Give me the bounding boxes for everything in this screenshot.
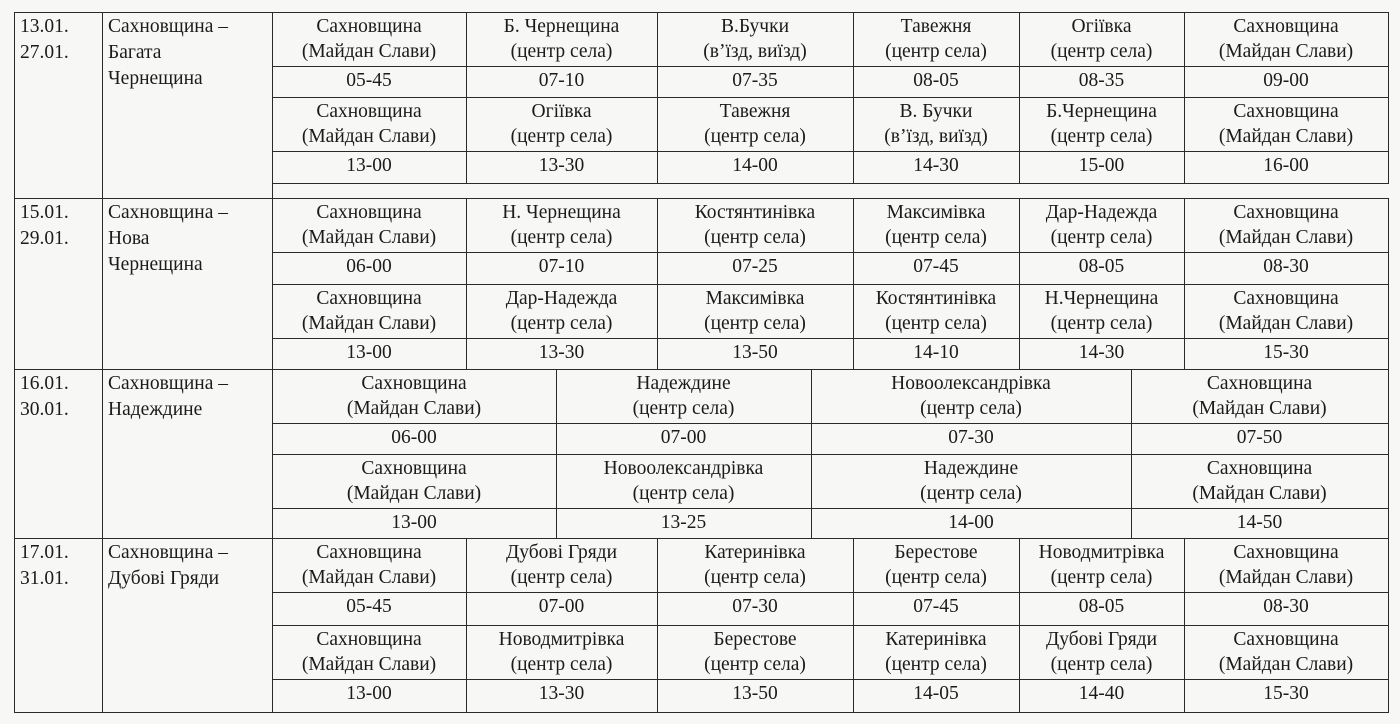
stop-place: (Майдан Слави) [301,126,437,147]
stop-name: Берестове [713,629,797,650]
route-name: Чернещина [108,254,203,275]
stop-name: Берестове [894,542,978,563]
stop-name: Дубові Гряди [1045,629,1158,650]
stop-name: Надеждине [636,373,731,394]
stop-place: (Майдан Слави) [346,483,482,504]
departure-time: 09-00 [1263,70,1309,91]
departure-time: 13-00 [346,683,392,704]
departure-time: 13-30 [538,683,585,704]
stop-name: Максимівка [705,288,805,309]
departure-time: 14-30 [913,155,959,176]
stop-name: Новодмитрівка [1038,542,1165,563]
departure-time: 06-00 [346,256,392,277]
route-name: Сахновщина – [108,373,228,394]
departure-time: 15-00 [1078,155,1125,176]
departure-time: 07-10 [538,256,585,277]
stop-place: (центр села) [920,483,1022,504]
departure-time: 14-00 [732,155,778,176]
stop-name: Тавежня [900,16,972,37]
stop-place: (центр села) [1050,567,1153,588]
stop-name: Новоолександрівка [891,373,1051,394]
stop-place: (Майдан Слави) [1218,227,1354,248]
date-text: 27.01. [20,42,69,63]
departure-time: 13-00 [346,155,392,176]
stop-name: Сахновщина [316,288,422,309]
departure-time: 05-45 [346,70,392,91]
stop-place: (Майдан Слави) [301,313,437,334]
stop-name: Новодмитрівка [498,629,625,650]
stop-name: Новоолександрівка [603,458,764,479]
stop-place: (центр села) [510,313,613,334]
departure-time: 14-30 [1078,342,1125,363]
departure-time: 13-30 [538,155,585,176]
stop-name: Дар-Надежда [1045,202,1158,223]
departure-time: 05-45 [346,596,392,617]
departure-time: 14-40 [1078,683,1125,704]
route-name: Сахновщина – [108,542,228,563]
departure-time: 14-00 [948,512,994,533]
stop-name: Б. Чернещина [503,16,620,37]
departure-time: 08-35 [1078,70,1125,91]
date-text: 31.01. [20,568,69,589]
stop-place: (Майдан Слави) [346,398,482,419]
date-text: 17.01. [20,542,69,563]
stop-place: (центр села) [510,227,613,248]
departure-time: 07-45 [913,596,959,617]
date-text: 15.01. [20,202,69,223]
stop-name: Сахновщина [1233,16,1339,37]
stop-place: (Майдан Слави) [301,567,437,588]
departure-time: 07-30 [948,427,994,448]
stop-name: Надеждине [923,458,1019,479]
route-name: Нова [108,228,150,249]
stop-name: Сахновщина [1206,458,1313,479]
departure-time: 13-00 [346,342,392,363]
stop-place: (центр села) [1050,227,1153,248]
stop-name: Катеринівка [704,542,806,563]
stop-name: В.Бучки [720,16,790,37]
stop-name: Сахновщина [316,629,422,650]
stop-name: Сахновщина [316,101,422,122]
stop-place: (Майдан Слави) [1218,313,1354,334]
stop-place: (центр села) [632,398,735,419]
date-text: 16.01. [20,373,69,394]
route-name: Багата [108,42,162,63]
stop-place: (центр села) [704,126,806,147]
stop-place: (центр села) [632,483,735,504]
stop-place: (Майдан Слави) [301,654,437,675]
stop-name: Катеринівка [885,629,987,650]
route-name: Сахновщина – [108,202,228,223]
departure-time: 06-00 [391,427,437,448]
departure-time: 07-30 [732,596,778,617]
stop-place: (Майдан Слави) [1218,567,1354,588]
stop-name: Сахновщина [361,458,467,479]
stop-place: (центр села) [920,398,1022,419]
departure-time: 14-50 [1236,512,1283,533]
stop-place: (центр села) [704,313,806,334]
stop-place: (центр села) [885,567,987,588]
stop-name: Сахновщина [1233,542,1339,563]
stop-name: В. Бучки [899,101,973,122]
stop-place: (центр села) [510,654,613,675]
stop-name: Тавежня [719,101,791,122]
departure-time: 16-00 [1263,155,1309,176]
stop-name: Н.Чернещина [1044,288,1159,309]
stop-name: Дубові Гряди [505,542,618,563]
stop-place: (центр села) [1050,654,1153,675]
departure-time: 08-05 [1078,596,1125,617]
departure-time: 07-45 [913,256,959,277]
stop-place: (Майдан Слави) [1218,126,1354,147]
stop-name: Сахновщина [316,202,422,223]
route-name: Сахновщина – [108,16,228,37]
stop-place: (центр села) [1050,313,1153,334]
date-text: 13.01. [20,16,69,37]
stop-place: (Майдан Слави) [1218,654,1354,675]
stop-place: (Майдан Слави) [1218,41,1354,62]
departure-time: 07-00 [660,427,707,448]
stop-place: (центр села) [510,126,613,147]
departure-time: 13-00 [391,512,437,533]
departure-time: 13-50 [732,342,778,363]
stop-place: (центр села) [885,41,987,62]
stop-name: Огіївка [1071,16,1132,37]
stop-place: (центр села) [704,567,806,588]
date-text: 30.01. [20,399,69,420]
departure-time: 07-10 [538,70,585,91]
departure-time: 14-10 [913,342,959,363]
stop-name: Сахновщина [1233,629,1339,650]
stop-name: Максимівка [886,202,986,223]
departure-time: 13-50 [732,683,778,704]
stop-name: Дар-Надежда [505,288,618,309]
departure-time: 13-25 [660,512,707,533]
departure-time: 13-30 [538,342,585,363]
departure-time: 15-30 [1263,683,1309,704]
departure-time: 14-05 [913,683,959,704]
departure-time: 07-25 [732,256,778,277]
stop-name: Сахновщина [1233,101,1339,122]
stop-place: (центр села) [1050,126,1153,147]
stop-place: (Майдан Слави) [1192,483,1327,504]
departure-time: 15-30 [1263,342,1309,363]
stop-place: (центр села) [885,313,987,334]
departure-time: 08-05 [913,70,959,91]
stop-name: Н. Чернещина [502,202,621,223]
route-name: Дубові Гряди [108,568,220,589]
stop-place: (центр села) [704,227,806,248]
departure-time: 08-30 [1263,596,1309,617]
departure-time: 08-05 [1078,256,1125,277]
stop-place: (центр села) [885,227,987,248]
stop-name: Костянтинівка [875,288,997,309]
stop-place: (в’їзд, виїзд) [884,126,988,147]
stop-place: (в’їзд, виїзд) [703,41,807,62]
stop-name: Огіївка [531,101,592,122]
route-name: Чернещина [108,68,203,89]
stop-place: (Майдан Слави) [1192,398,1327,419]
stop-name: Сахновщина [1206,373,1313,394]
route-name: Надеждине [108,399,203,420]
stop-name: Сахновщина [1233,202,1339,223]
stop-name: Сахновщина [316,16,422,37]
departure-time: 08-30 [1263,256,1309,277]
date-text: 29.01. [20,228,69,249]
stop-name: Б.Чернещина [1046,101,1157,122]
stop-place: (Майдан Слави) [301,41,437,62]
departure-time: 07-00 [538,596,585,617]
stop-name: Сахновщина [1233,288,1339,309]
stop-name: Костянтинівка [694,202,816,223]
stop-place: (центр села) [885,654,987,675]
stop-place: (Майдан Слави) [301,227,437,248]
stop-place: (центр села) [1050,41,1153,62]
departure-time: 07-50 [1236,427,1283,448]
stop-place: (центр села) [510,567,613,588]
departure-time: 07-35 [732,70,778,91]
stop-name: Сахновщина [316,542,422,563]
stop-place: (центр села) [510,41,613,62]
stop-place: (центр села) [704,654,806,675]
stop-name: Сахновщина [361,373,467,394]
